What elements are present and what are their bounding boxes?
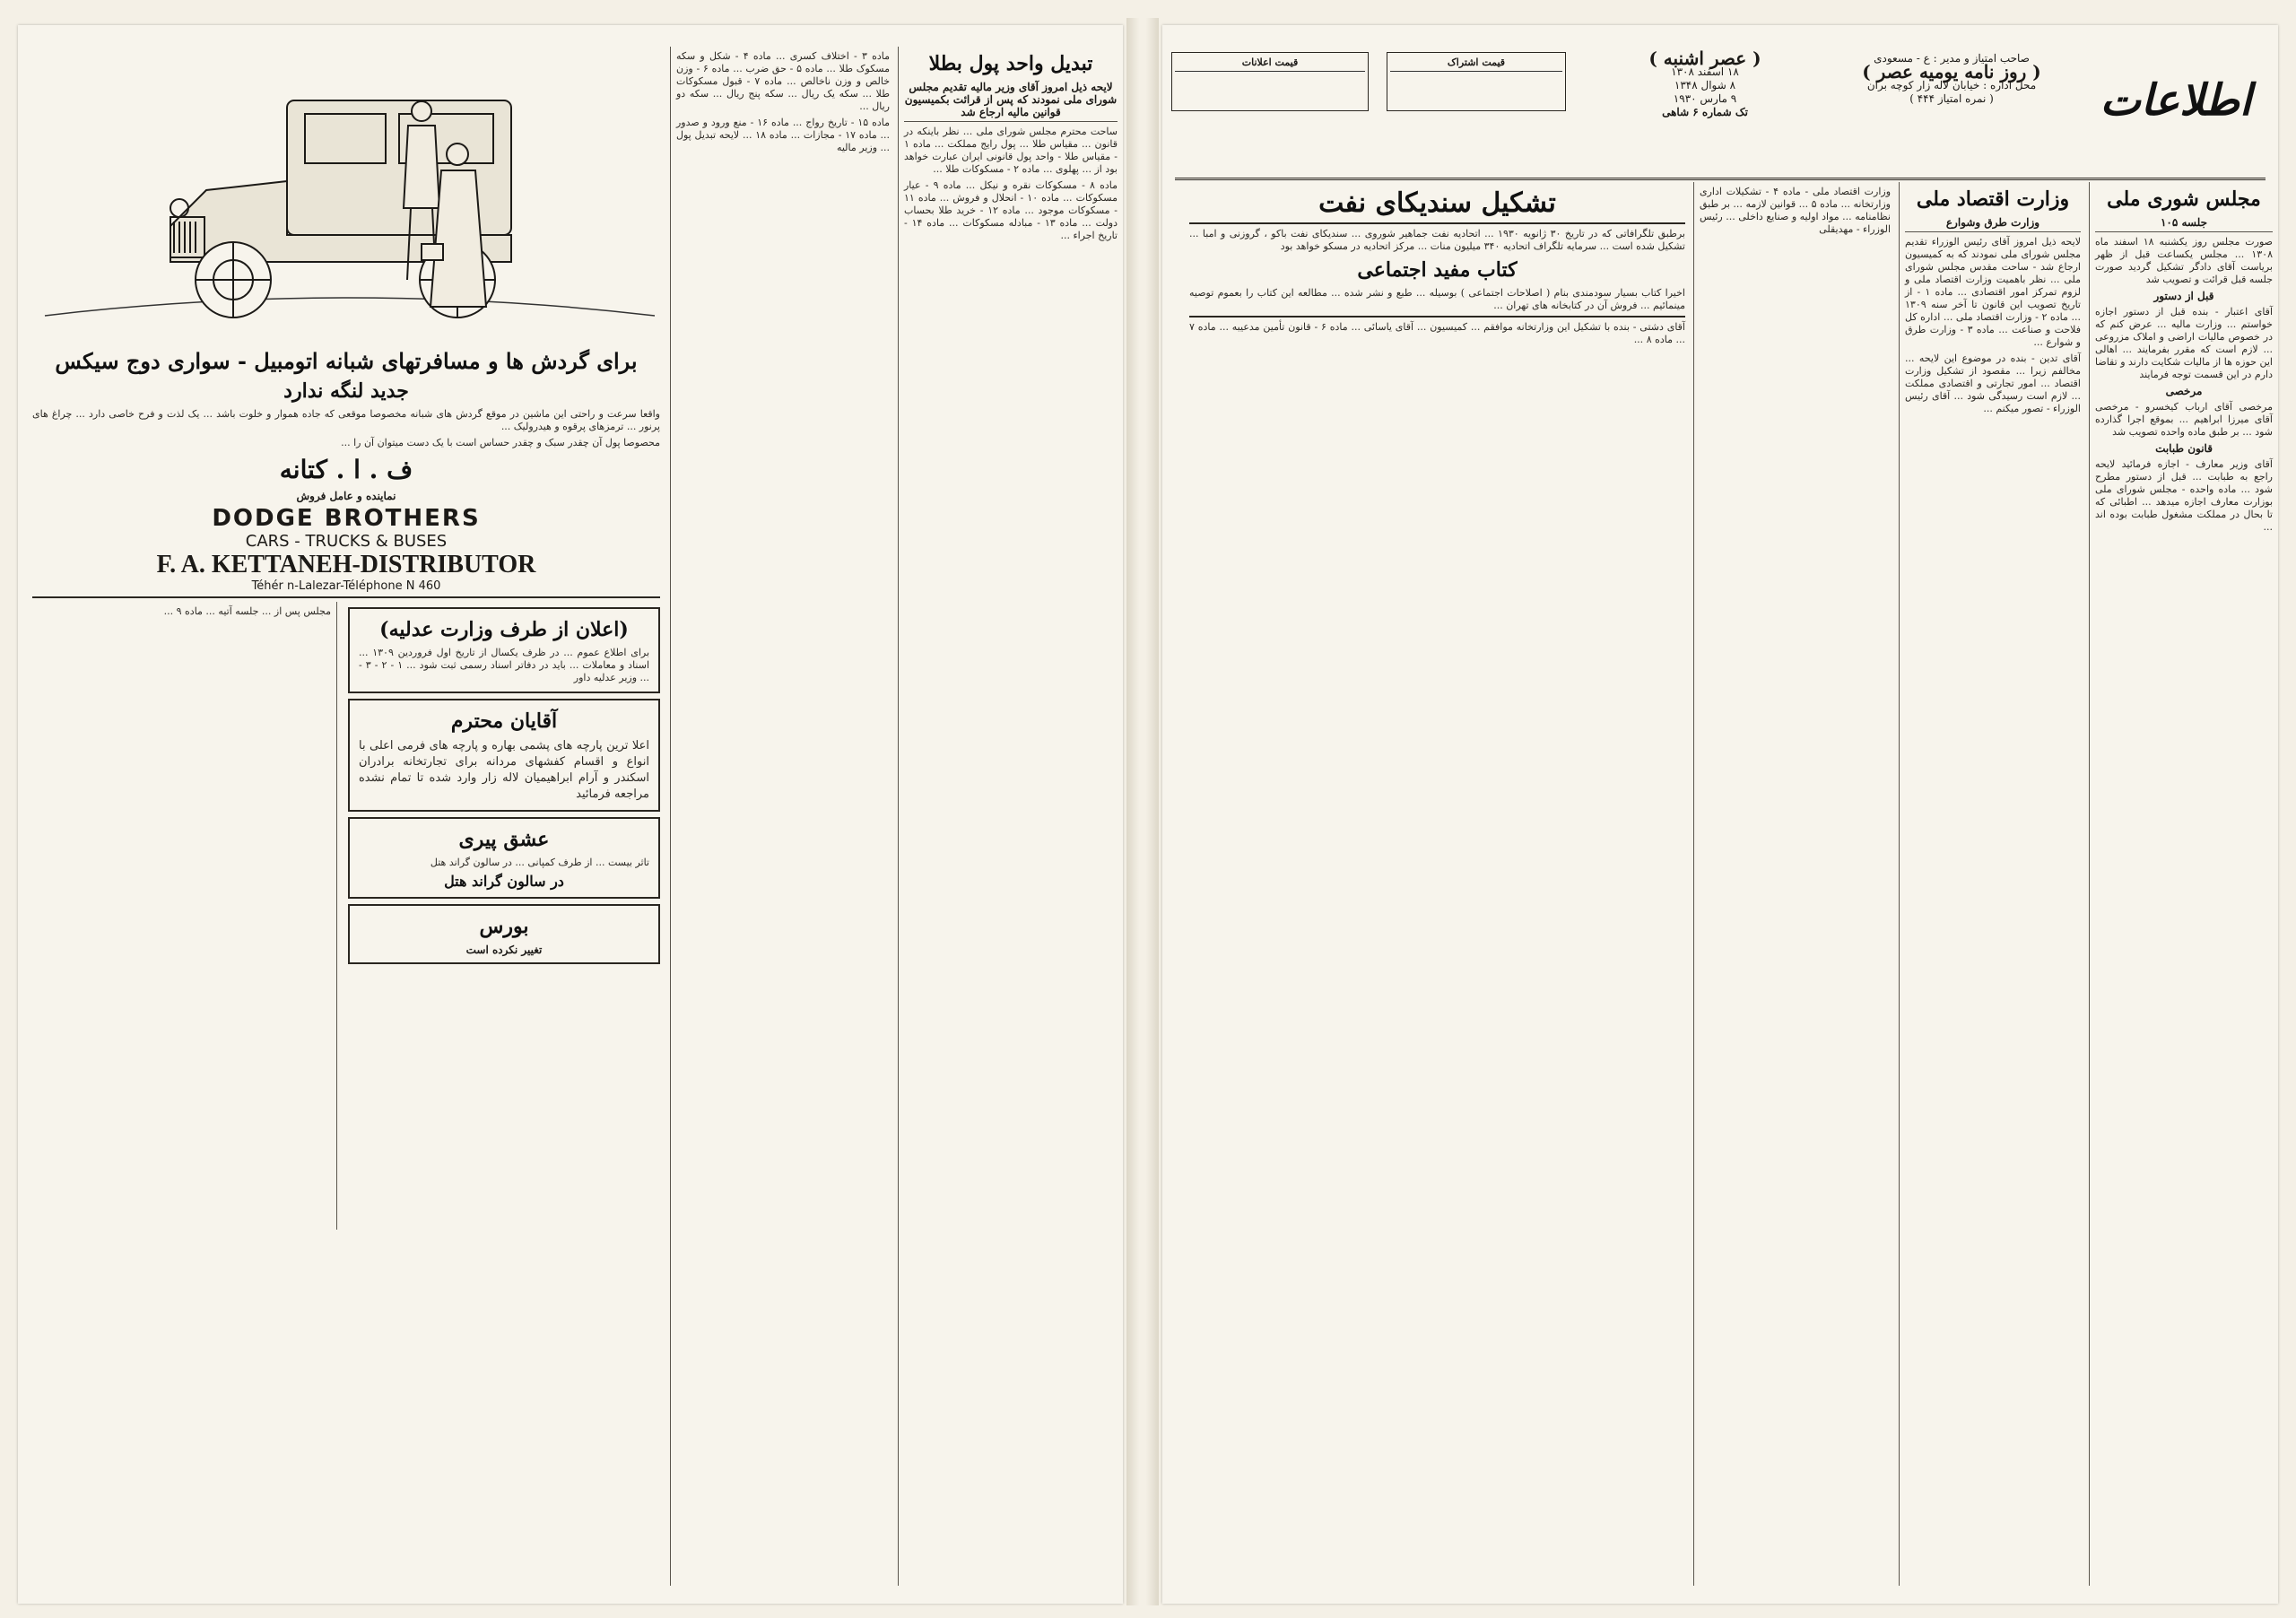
column-ads xyxy=(27,47,665,1586)
love-ad xyxy=(348,817,660,899)
license-number: ( نمره امتیاز ۴۴۴ ) xyxy=(1909,92,1994,105)
newspaper-logo: اطلاعات xyxy=(2100,75,2252,126)
currency-lead: لایحه ذیل امروز آقای وزیر مالیه تقدیم مجلس شورای ملی نمودند که پس از قرائت بکمیسیون قوانین مالیه ارجاع شد xyxy=(904,81,1118,118)
issue-price: تک شماره ۶ شاهی xyxy=(1662,106,1748,118)
inner-page xyxy=(18,25,1123,1604)
love-venue: در سالون گراند هتل xyxy=(444,873,564,890)
book-body: اخیرا کتاب بسیار سودمندی بنام ( اصلاحات اجتماعی ) بوسیله ... طبع و نشر شده ... مطالعه این کتاب را بعموم توصیه مینمائیم ... فروش آن در کتابخانه های تهران ... xyxy=(1189,287,1685,311)
car-ad-price-line: محصوصا پول آن چقدر سبک و چقدر حساس است با یک دست میتوان آن را ... xyxy=(341,437,660,448)
car-drawing-icon xyxy=(27,47,665,343)
column-currency-2 xyxy=(670,47,895,1586)
currency-body-2: ماده ۳ - اختلاف کسری ... ماده ۴ - شکل و سکه مسکوک طلا ... ماده ۵ - حق ضرب ... ماده ۶ - وزن خالص و وزن ناخالص ... ماده ۷ - قبول مسکوکات طلا ... سکه یک ریال ... سکه پنج ریال ... سکه دو ریال ... xyxy=(676,50,890,112)
parliament-subhead-1: قبل از دستور xyxy=(2153,290,2214,302)
day-label: ( عصر اشنبه ) xyxy=(1648,48,1761,69)
debate-body: وزارت اقتصاد ملی - ماده ۴ - تشکیلات اداری وزارتخانه ... ماده ۵ ... قوانین لازمه ... بر طبق نظامنامه ... مواد اولیه و صنایع داخلی ... رئیس الوزراء - مهدیقلی xyxy=(1700,186,1892,235)
oil-body: برطبق تلگرافاتی که در تاریخ ۳۰ ژانویه ۱۹۳۰ ... اتحادیه نفت جماهیر شوروی ... سندیکای نفت باکو ، گروزنی و امبا ... تشکیل شده است ... سرمایه تلگراف اتحادیه ۳۴۰ میلیون منات ... مرکز اتحادیه در مسکو خواهد بود xyxy=(1189,228,1685,252)
parliament-body-1: آقای اعتبار - بنده قبل از دستور اجازه خواستم ... وزارت مالیه ... عرض کنم که در خصوص مالیات اراضی و املاک مزروعی ... لازم است که مقرر بفرمایند ... اهالی این حوزه ها از مالیات شکایت دارند و تقاضا دارم در این قسمت توجه فرمایند xyxy=(2095,306,2273,380)
date-persian: ۱۸ اسفند ۱۳۰۸ xyxy=(1671,65,1739,78)
office-address: محل اداره : خیابان لاله زار کوچه بران xyxy=(1866,79,2037,91)
subscription-price xyxy=(1387,52,1566,111)
parliament-body-3: آقای وزیر معارف - اجازه فرمائید لایحه راجع به طبابت ... قبل از دستور مطرح شود ... ماده واحده - مجلس شورای ملی بوزارت معارف اجازه میدهد ... اطبائی که تا بحال در مملکت مشغول طبابت بوده اند ... xyxy=(2095,458,2273,533)
parliament-session: جلسه ۱۰۵ xyxy=(2160,216,2208,229)
column-debate xyxy=(1693,182,1896,1586)
ads-title: قیمت اعلانات xyxy=(1241,57,1299,68)
love-body: تاثر بیست ... از طرف کمپانی ... در سالون گراند هتل xyxy=(430,857,649,868)
dodge-models: CARS - TRUCKS & BUSES xyxy=(245,532,448,551)
page-gutter xyxy=(1126,18,1159,1605)
stock-box xyxy=(348,904,660,964)
parliament-subhead-2: مرخصی xyxy=(2165,385,2203,397)
publisher-line: صاحب امتیاز و مدیر : ع - مسعودی xyxy=(1874,52,2030,65)
date-hijri: ۸ شوال ۱۳۴۸ xyxy=(1674,79,1736,91)
parliament-body-2: مرخصی آقای ارباب کیخسرو - مرخصی آقای میرزا ابراهیم ... بموقع اجرا گذارده شود ... بر طبق ماده واحده تصویب شد xyxy=(2095,401,2273,438)
car-ad-agency: ف . ا . کتانه xyxy=(279,455,413,484)
economy-body: لایحه ذیل امروز آقای رئیس الوزراء تقدیم مجلس شورای ملی نمودند که به کمیسیون ارجاع شد - ساحت مقدس مجلس شورای ملی ... نظر باهمیت وزارت اقتصاد ملی و لزوم تمرکز امور اقتصادی ... ماده ۱ - از تاریخ تصویب این قانون تا آخر سنه ۱۳۰۹ ... ماده ۲ - وزارت اقتصاد ملی ... اداره کل فلاحت و صناعت ... ماده ۳ - وزارت طرق و شوارع ... xyxy=(1905,236,2082,348)
currency-body-3: ماده ۸ - مسکوکات نقره و نیکل ... ماده ۹ - عیار مسکوکات ... ماده ۱۰ - انحلال و فروش ... ماده ۱۱ - مسکوکات موجود ... ماده ۱۲ - خرید طلا بحساب دولت ... ماده ۱۳ - مبادله مسکوکات ... ماده ۱۴ - تاریخ اجراء ... xyxy=(904,179,1118,241)
currency-body-4: ماده ۱۵ - تاریخ رواج ... ماده ۱۶ - منع ورود و صدور ... ماده ۱۷ - مجازات ... ماده ۱۸ ... لایحه تبدیل پول ... وزیر مالیه xyxy=(676,117,891,153)
continuation-body: آقای دشتی - بنده با تشکیل این وزارتخانه موافقم ... کمیسیون ... آقای یاسائی ... ماده ۶ - قانون تأمین مدعیبه ... ماده ۷ ... ماده ۸ ... xyxy=(1189,321,1685,345)
book-title: کتاب مفید اجتماعی xyxy=(1357,258,1518,282)
ads-price-box xyxy=(1171,52,1369,111)
date-gregorian: ۹ مارس ۱۹۳۰ xyxy=(1673,92,1737,105)
date-block xyxy=(1593,48,1817,119)
economy-body-2: آقای تدین - بنده در موضوع این لایحه ... مخالفم زیرا ... مقصود از تشکیل وزارت اقتصاد ... امور تجارتی و اقتصادی مملکت ... لازم است رسیدگی شود ... آقای رئیس الوزراء - تصور میکنم ... xyxy=(1905,352,2081,414)
column-economy xyxy=(1899,182,2086,1586)
column-oil xyxy=(1184,182,1691,1586)
dodge-contact: Téhér n-Lalezar-Téléphone N 460 xyxy=(251,579,441,593)
masthead xyxy=(1175,43,2266,180)
justice-body: برای اطلاع عموم ... در ظرف یکسال از تاریخ اول فروردین ۱۳۰۹ ... اسناد و معاملات ... باید در دفاتر اسناد رسمی ثبت شود ... ۱ - ۲ - ۳ - ... وزیر عدلیه داور xyxy=(359,647,650,683)
car-ad-body: واقعا سرعت و راحتی این ماشین در موقع گردش های شبانه مخصوصا موقعی که جاده هموار و خلوت باشد ... یک لذت و فرح خاصی دارد ... چراغ های پرنور ... ترمزهای پرقوه و هیدرولیک ... xyxy=(32,408,660,432)
front-page xyxy=(1162,25,2278,1604)
parliament-subhead-3: قانون طبابت xyxy=(2155,442,2213,455)
car-ad-subheadline: جدید لنگه ندارد xyxy=(283,379,409,403)
justice-notice-column xyxy=(343,602,665,1230)
currency-body-1: ساحت محترم مجلس شورای ملی ... نظر باینکه در قانون ... مقیاس طلا ... پول رایج مملکت ... ماده ۱ - مقیاس طلا - واحد پول قانونی ایران عبارت خواهد بود از ... پهلوی ... ماده ۲ - مسکوکات طلا ... xyxy=(904,126,1118,175)
economy-subtitle: وزارت طرق وشوارع xyxy=(1945,216,2040,229)
oil-title: تشکیل سندیکای نفت xyxy=(1318,187,1556,219)
subscription-title: قیمت اشتراک xyxy=(1447,57,1506,68)
stock-body: تغییر نکرده است xyxy=(465,944,543,956)
currency-title: تبدیل واحد پول بطلا xyxy=(928,52,1093,75)
subscription-box xyxy=(1387,52,1566,111)
dodge-distributor: F. A. KETTANEH-DISTRIBUTOR xyxy=(156,551,536,578)
stock-title: بورس xyxy=(479,915,529,938)
car-ad-rep: نماینده و عامل فروش xyxy=(296,490,396,502)
fabric-title: آقایان محترم xyxy=(450,709,558,733)
car-ad-illustration xyxy=(27,47,665,343)
column-currency-1 xyxy=(898,47,1123,1586)
paper-type: ( روز نامه یومیه عصر ) xyxy=(1862,61,2041,83)
notes-column xyxy=(31,602,337,1230)
column-parliament xyxy=(2089,182,2278,1586)
economy-title: وزارت اقتصاد ملی xyxy=(1916,187,2070,211)
fabric-body: اعلا ترین پارچه های پشمی بهاره و پارچه های فرمی اعلی با انواع و اقسام کفشهای مردانه برای تجارتخانه برادران اسکندر و آرام ابراهیمیان لاله زار وارد شده تا تمام نشده مراجعه فرمائید xyxy=(359,739,649,801)
ads-price xyxy=(1171,52,1369,111)
car-ad-headline: برای گردش ها و مسافرتهای شبانه اتومبیل - سواری دوج سیکس xyxy=(55,348,638,374)
fabric-ad xyxy=(348,699,660,812)
dodge-brand-block xyxy=(27,505,665,593)
justice-notice xyxy=(348,607,660,693)
publisher-info xyxy=(1835,52,2068,106)
parliament-title: مجلس شوری ملی xyxy=(2107,187,2261,211)
justice-title: (اعلان از طرف وزارت عدلیه) xyxy=(379,618,629,641)
notes-body: مجلس پس از ... جلسه آتیه ... ماده ۹ ... xyxy=(163,605,331,617)
love-title: عشق پیری xyxy=(458,828,550,851)
parliament-intro: صورت مجلس روز یکشنبه ۱۸ اسفند ماه ۱۳۰۸ ... مجلس یکساعت قبل از ظهر بریاست آقای دادگر تشکیل گردید صورت جلسه قبل قرائت و تصویب شد xyxy=(2095,236,2273,285)
dodge-brand: DODGE BROTHERS xyxy=(212,505,481,532)
